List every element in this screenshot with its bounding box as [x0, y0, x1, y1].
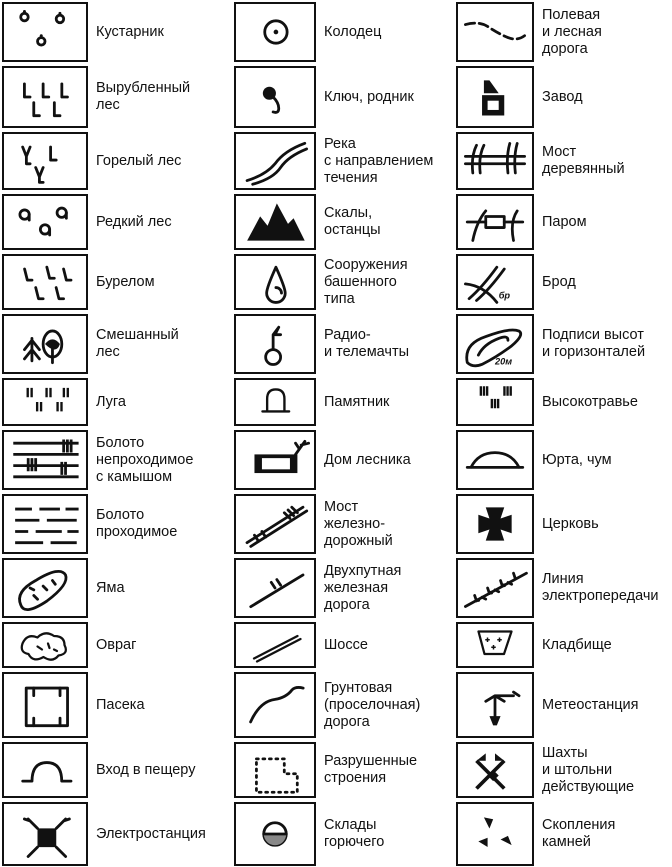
legend-entry	[2, 558, 218, 618]
legend-entry	[456, 194, 672, 250]
symbol-box	[456, 672, 534, 738]
symbol-box	[456, 66, 534, 128]
radio-mast-icon	[236, 316, 314, 372]
symbol-label: Смешанный лес	[96, 327, 179, 360]
legend-entry	[234, 742, 450, 798]
symbol-box	[2, 314, 88, 374]
symbol-box	[456, 254, 534, 310]
windfall-icon	[4, 256, 86, 308]
factory-icon	[458, 68, 532, 126]
symbol-label: Пасека	[96, 696, 145, 713]
symbol-label: Болото непроходимое с камышом	[96, 434, 194, 485]
well-icon	[236, 4, 314, 60]
legend-entry	[234, 802, 450, 866]
symbol-label: Памятник	[324, 393, 390, 410]
symbol-label: Вырубленный лес	[96, 80, 191, 113]
symbol-box	[2, 66, 88, 128]
symbol-box	[456, 132, 534, 190]
legend-entry	[456, 802, 672, 866]
symbol-label: Шахты и штольни действующие	[542, 744, 635, 795]
symbol-box	[2, 378, 88, 426]
symbol-box	[234, 378, 316, 426]
symbol-box	[234, 494, 316, 554]
river-icon	[236, 134, 314, 188]
symbol-box	[234, 802, 316, 866]
spring-icon	[236, 68, 314, 126]
symbol-label: Колодец	[324, 23, 382, 40]
symbol-box	[234, 132, 316, 190]
symbol-box	[234, 622, 316, 668]
fuel-depot-icon	[236, 804, 314, 864]
tall-grass-icon	[458, 380, 532, 424]
legend-entry	[2, 66, 218, 128]
legend-entry	[2, 430, 218, 490]
symbol-label: Дом лесника	[324, 451, 411, 468]
stones-icon	[458, 804, 532, 864]
symbol-label: Река с направлением течения	[324, 135, 434, 186]
legend-entry	[2, 622, 218, 668]
legend-entry	[234, 132, 450, 190]
legend-entry	[2, 802, 218, 866]
symbol-label: Завод	[542, 88, 583, 105]
symbol-label: Паром	[542, 213, 587, 230]
symbol-label: Двухпутная железная дорога	[324, 562, 402, 613]
symbol-box	[2, 2, 88, 62]
cave-entrance-icon	[4, 744, 86, 796]
symbol-label: Кладбище	[542, 636, 612, 653]
legend-entry	[234, 494, 450, 554]
tower-icon	[236, 256, 314, 308]
symbol-box	[2, 430, 88, 490]
legend-entry	[456, 132, 672, 190]
legend-entry	[234, 2, 450, 62]
symbol-label: Брод	[542, 273, 576, 290]
symbol-label: Линия электропередачи	[542, 571, 659, 604]
symbol-label: Высокотравье	[542, 393, 638, 410]
dirt-road-icon	[236, 674, 314, 736]
wooden-bridge-icon	[458, 134, 532, 188]
legend-entry	[234, 672, 450, 738]
symbol-label: Склады горючего	[324, 817, 385, 850]
pit-icon	[4, 560, 86, 616]
symbol-box	[456, 622, 534, 668]
symbol-box	[456, 314, 534, 374]
symbol-box	[234, 2, 316, 62]
symbol-box	[234, 558, 316, 618]
symbol-label: Ключ, родник	[324, 88, 414, 105]
symbol-label: Мост деревянный	[542, 144, 625, 177]
legend-entry	[456, 66, 672, 128]
symbol-box	[234, 430, 316, 490]
rocks-icon	[236, 196, 314, 248]
legend-entry	[2, 2, 218, 62]
sparse-forest-icon	[4, 196, 86, 248]
legend-entry	[234, 558, 450, 618]
weather-station-icon	[458, 674, 532, 736]
symbol-label: Кустарник	[96, 23, 164, 40]
legend-entry	[234, 66, 450, 128]
svg-text:бр: бр	[498, 290, 511, 301]
legend-entry	[234, 194, 450, 250]
symbol-label: Болото проходимое	[96, 507, 178, 540]
legend-entry	[456, 430, 672, 490]
mixed-forest-icon	[4, 316, 86, 372]
symbol-box	[456, 494, 534, 554]
symbol-box	[456, 2, 534, 62]
legend-entry	[456, 378, 672, 426]
symbol-label: Юрта, чум	[542, 451, 612, 468]
legend-entry	[234, 622, 450, 668]
symbol-label: Горелый лес	[96, 152, 182, 169]
field-road-icon	[458, 4, 532, 60]
symbol-label: Яма	[96, 579, 125, 596]
legend-entry	[456, 314, 672, 374]
apiary-icon	[4, 674, 86, 736]
legend-entry	[2, 742, 218, 798]
legend-entry	[456, 742, 672, 798]
symbol-label: Бурелом	[96, 273, 155, 290]
monument-icon	[236, 380, 314, 424]
symbol-box	[2, 672, 88, 738]
symbol-box	[456, 742, 534, 798]
legend-entry	[456, 494, 672, 554]
legend-entry	[2, 378, 218, 426]
forester-house-icon	[236, 432, 314, 488]
legend-entry	[2, 132, 218, 190]
symbol-label: Шоссе	[324, 636, 368, 653]
ford-icon	[458, 256, 532, 308]
ravine-icon	[4, 624, 86, 666]
symbol-label: Разрушенные строения	[324, 753, 418, 786]
symbol-label: Редкий лес	[96, 213, 172, 230]
legend-entry	[2, 494, 218, 554]
symbol-label: Скалы, останцы	[324, 205, 381, 238]
symbol-box	[2, 254, 88, 310]
legend-entry	[2, 314, 218, 374]
symbol-box	[2, 558, 88, 618]
legend-entry	[456, 622, 672, 668]
ferry-icon	[458, 196, 532, 248]
symbol-box	[234, 66, 316, 128]
symbol-label: Церковь	[542, 515, 599, 532]
symbol-box	[2, 132, 88, 190]
svg-text:20м: 20м	[495, 356, 513, 367]
symbol-label: Овраг	[96, 636, 137, 653]
double-railway-icon	[236, 560, 314, 616]
church-icon	[458, 496, 532, 552]
highway-icon	[236, 624, 314, 666]
symbol-box	[456, 558, 534, 618]
symbol-box	[2, 802, 88, 866]
legend-entry	[456, 2, 672, 62]
legend-entry	[234, 378, 450, 426]
legend-entry	[456, 254, 672, 310]
symbol-box	[456, 430, 534, 490]
legend-entry	[234, 430, 450, 490]
symbol-box	[234, 742, 316, 798]
symbol-label: Вход в пещеру	[96, 761, 196, 778]
contour-labels-icon	[458, 316, 532, 372]
symbol-box	[456, 378, 534, 426]
shrub-icon	[4, 4, 86, 60]
ruins-icon	[236, 744, 314, 796]
symbol-box	[234, 254, 316, 310]
symbol-label: Электростанция	[96, 825, 206, 842]
symbol-box	[456, 802, 534, 866]
symbol-label: Метеостанция	[542, 696, 639, 713]
symbol-box	[2, 622, 88, 668]
power-station-icon	[4, 804, 86, 864]
symbol-box	[234, 672, 316, 738]
symbol-label: Мост железно- дорожный	[324, 498, 393, 549]
symbol-label: Скопления камней	[542, 817, 616, 850]
legend-entry	[2, 194, 218, 250]
power-line-icon	[458, 560, 532, 616]
symbol-label: Сооружения башенного типа	[324, 256, 408, 307]
symbol-label: Полевая и лесная дорога	[542, 6, 602, 57]
symbol-label: Грунтовая (проселочная) дорога	[324, 679, 421, 730]
impassable-swamp-icon	[4, 432, 86, 488]
symbol-box	[2, 494, 88, 554]
legend-entry	[2, 672, 218, 738]
symbol-box	[456, 194, 534, 250]
symbol-box	[234, 194, 316, 250]
symbol-label: Подписи высот и горизонталей	[542, 327, 646, 360]
passable-swamp-icon	[4, 496, 86, 552]
symbol-box	[234, 314, 316, 374]
legend-entry	[456, 672, 672, 738]
symbol-label: Луга	[96, 393, 126, 410]
meadow-icon	[4, 380, 86, 424]
legend-entry	[234, 314, 450, 374]
cut-forest-icon	[4, 68, 86, 126]
burnt-forest-icon	[4, 134, 86, 188]
legend-entry	[456, 558, 672, 618]
symbol-box	[2, 194, 88, 250]
cemetery-icon	[458, 624, 532, 666]
railway-bridge-icon	[236, 496, 314, 552]
legend-entry	[234, 254, 450, 310]
mine-icon	[458, 744, 532, 796]
yurt-icon	[458, 432, 532, 488]
legend-entry	[2, 254, 218, 310]
symbol-box	[2, 742, 88, 798]
symbol-label: Радио- и телемачты	[324, 327, 410, 360]
